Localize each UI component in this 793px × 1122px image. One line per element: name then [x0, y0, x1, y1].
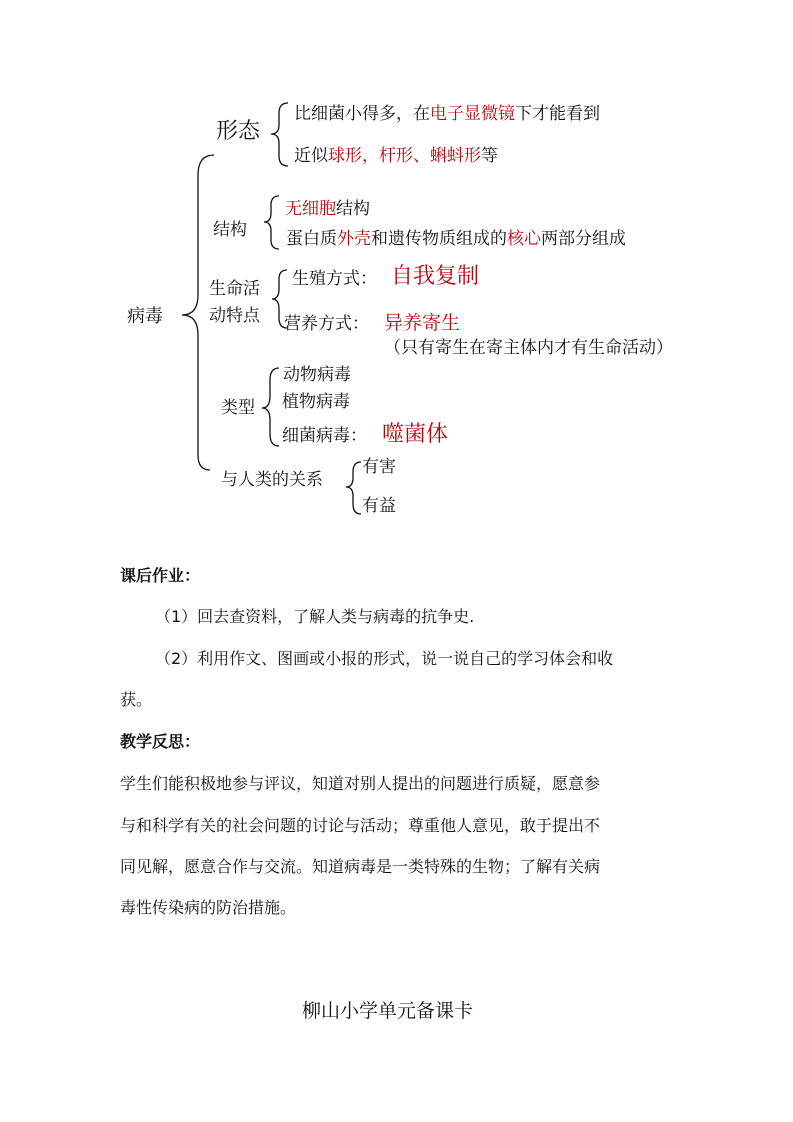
type-plant: 植物病毒	[282, 392, 350, 412]
shape-line-1-text: 比细菌小得多，在	[294, 104, 430, 124]
relation-label: 与人类的关系	[221, 470, 323, 490]
structure-line-1-highlight: 无细胞	[285, 199, 336, 219]
types-brace	[262, 368, 279, 446]
life-note: （只有寄生在寄主体内才有生命活动）	[384, 338, 673, 358]
shape-brace	[271, 103, 288, 166]
shape-line-2-highlight: 球形，杆形、蝌蚪形	[328, 146, 481, 166]
type-bacteria-label: 细菌病毒：	[282, 426, 367, 446]
life-label-2: 动特点	[209, 306, 260, 326]
shape-line-1-highlight: 电子显微镜	[430, 104, 515, 124]
homework-item-2-line-2: 获。	[120, 690, 153, 709]
reflection-line-2: 与和科学有关的社会问题的讨论与活动；尊重他人意见，敢于提出不	[120, 816, 601, 835]
structure-line-2	[286, 231, 626, 248]
structure-line-1	[285, 201, 370, 218]
reflection-line-3: 同见解，愿意合作与交流。知道病毒是一类特殊的生物；了解有关病	[120, 857, 601, 876]
shape-label: 形态	[216, 119, 261, 144]
structure-text-a: 蛋白质	[286, 229, 337, 249]
life-label-1: 生命活	[209, 279, 260, 299]
structure-text-c: 和遗传物质组成的	[371, 229, 507, 249]
mindmap-root: 病毒	[127, 306, 163, 327]
type-bacteria-value: 噬菌体	[382, 422, 449, 447]
structure-highlight-shell: 外壳	[337, 229, 371, 249]
reflection-line-4: 毒性传染病的防治措施。	[120, 898, 297, 917]
structure-line-1-text: 结构	[336, 199, 370, 219]
homework-title: 课后作业：	[120, 566, 201, 585]
homework-item-1: （1）回去查资料，了解人类与病毒的抗争史.	[155, 607, 475, 626]
type-animal: 动物病毒	[283, 365, 351, 385]
structure-text-e: 两部分组成	[541, 229, 626, 249]
relation-harm: 有害	[362, 457, 396, 477]
reflection-line-1: 学生们能积极地参与评议，知道对别人提出的问题进行质疑，愿意参	[120, 774, 601, 793]
shape-line-2-text-end: 等	[481, 146, 498, 166]
nutrition-label: 营养方式：	[284, 314, 369, 334]
repro-label: 生殖方式：	[292, 269, 377, 289]
footer-title: 柳山小学单元备课卡	[302, 1000, 474, 1022]
shape-line-2-text: 近似	[294, 146, 328, 166]
reflection-title: 教学反思：	[120, 732, 201, 751]
shape-line-1	[294, 106, 600, 123]
relation-benefit: 有益	[362, 496, 396, 516]
repro-value: 自我复制	[391, 264, 480, 289]
types-label: 类型	[221, 398, 255, 418]
shape-line-1-text-end: 下才能看到	[515, 104, 600, 124]
nutrition-value: 异养寄生	[384, 312, 461, 334]
structure-label: 结构	[213, 220, 247, 240]
relation-brace	[346, 462, 361, 514]
homework-item-2-line-1: （2）利用作文、图画或小报的形式，说一说自己的学习体会和收	[155, 649, 614, 668]
shape-line-2	[294, 148, 498, 165]
structure-highlight-core: 核心	[507, 229, 541, 249]
structure-brace	[264, 196, 279, 249]
